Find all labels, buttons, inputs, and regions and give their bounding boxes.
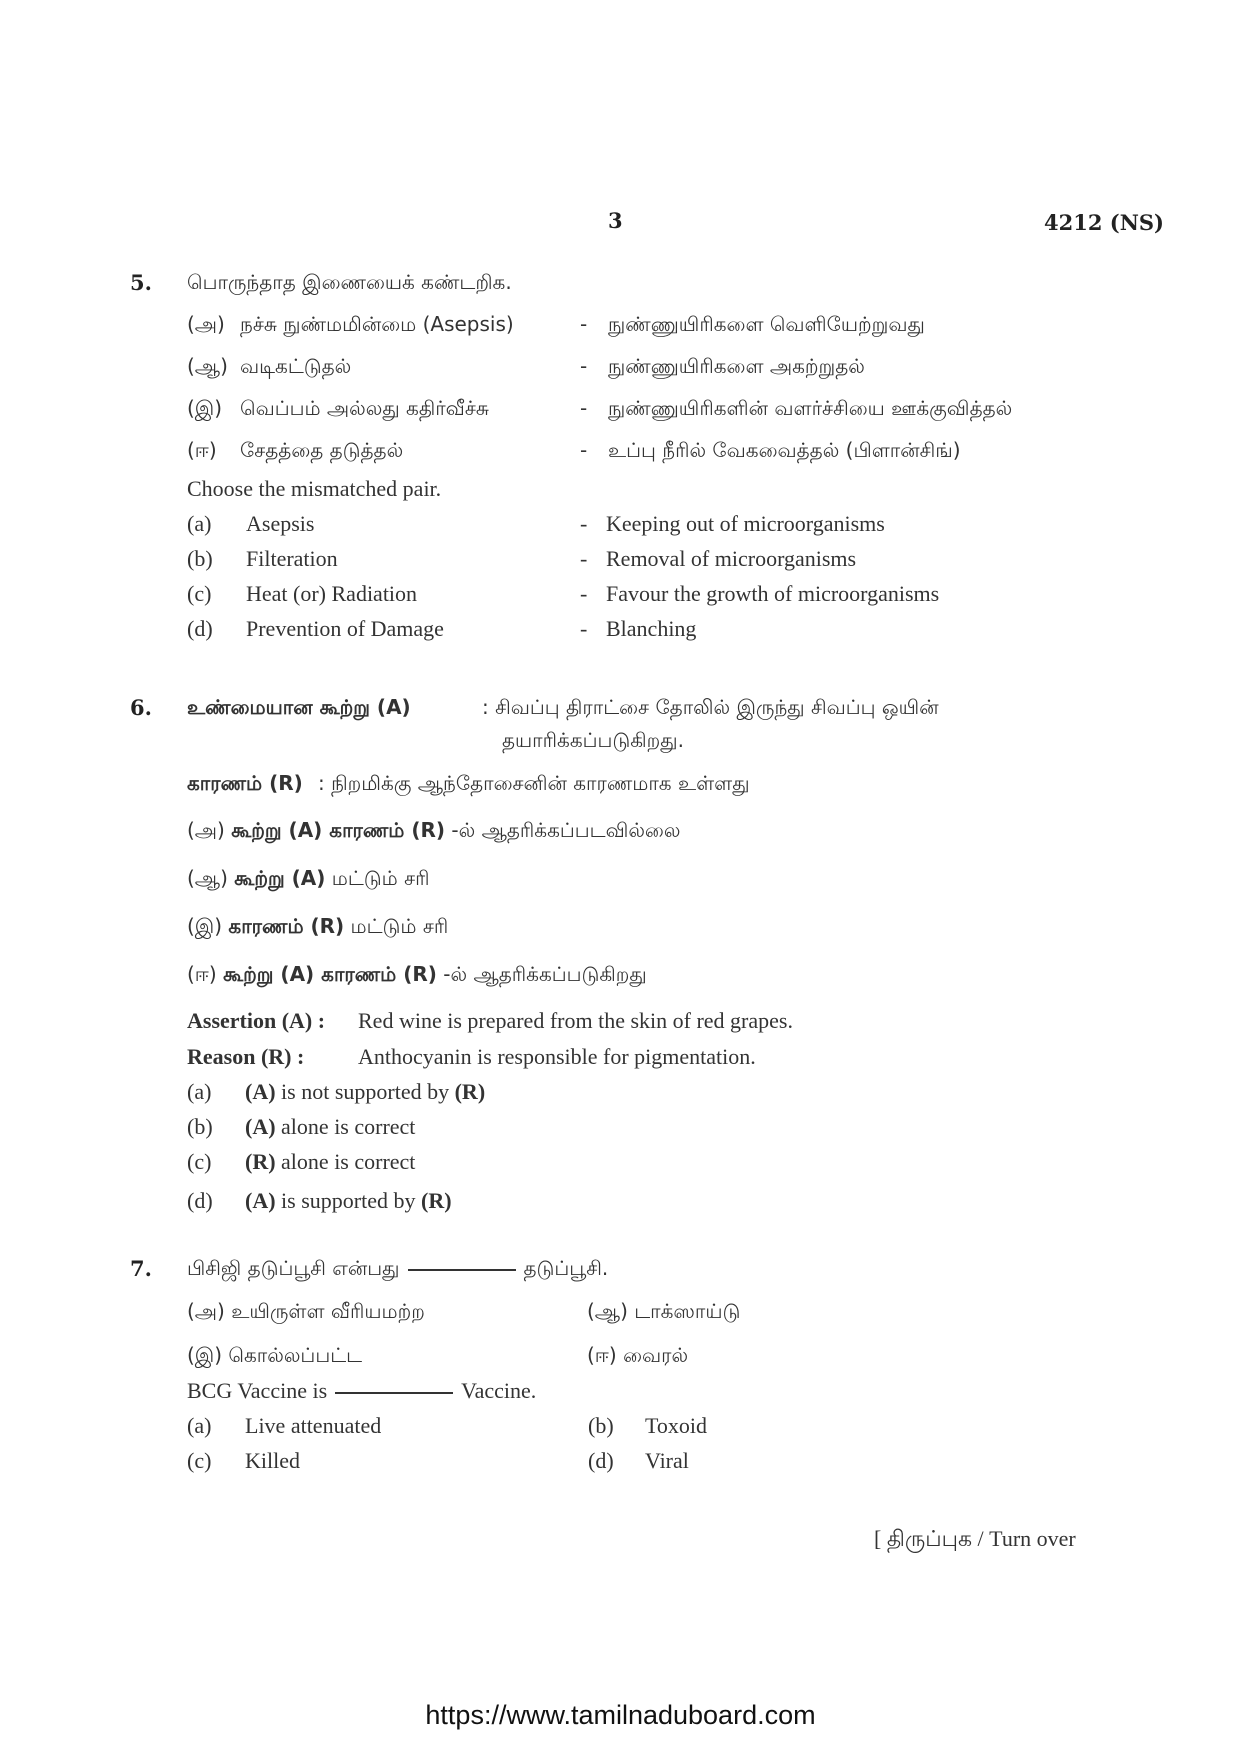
option-ta [587, 1299, 740, 1326]
option-left: Filteration [246, 546, 338, 571]
option-bold: (A) [245, 1079, 276, 1104]
option-rest: -ல் ஆதரிக்கப்படவில்லை [445, 818, 681, 842]
option-left: நச்சு நுண்மமின்மை (Asepsis) [240, 312, 514, 336]
option-ta [187, 914, 448, 941]
option-label: (ஆ) [187, 354, 228, 378]
option-label: (ஈ) [587, 1343, 617, 1367]
question-text-ta: பொருந்தாத இணையைக் கண்டறிக. [187, 270, 512, 294]
option-ta [187, 866, 430, 893]
option-dash: - [580, 616, 588, 641]
option-mid: alone is correct [275, 1149, 416, 1174]
option-mid: alone is correct [275, 1114, 416, 1139]
option-text: உயிருள்ள வீரியமற்ற [231, 1299, 425, 1323]
question-part: BCG Vaccine is [187, 1378, 328, 1403]
option-text [245, 1114, 415, 1140]
option-text: Toxoid [645, 1413, 708, 1438]
fill-blank [335, 1392, 453, 1394]
option-label: (c) [187, 581, 212, 606]
reason-text-ta: : நிறமிக்கு ஆந்தோசைனின் காரணமாக உள்ளது [318, 771, 750, 795]
option-label: (அ) [187, 1299, 225, 1323]
option-label: (d) [187, 616, 213, 641]
option-right: Blanching [606, 616, 697, 641]
option-dash: - [580, 438, 588, 462]
option-dash: - [580, 312, 588, 336]
option-right: Favour the growth of microorganisms [606, 581, 940, 606]
option-label: (c) [187, 1448, 212, 1473]
assertion-text-en: Red wine is prepared from the skin of red grapes. [358, 1008, 793, 1033]
option-label: (ஈ) [187, 438, 217, 462]
option-left: Prevention of Damage [246, 616, 444, 641]
option-rest: -ல் ஆதரிக்கப்படுகிறது [436, 962, 647, 986]
option-mid: is supported by [275, 1188, 421, 1213]
option-right: உப்பு நீரில் வேகவைத்தல் (பிளான்சிங்) [608, 438, 961, 462]
option-ta [187, 1299, 425, 1326]
option-label: (ஈ) [187, 962, 217, 986]
question-text-en [187, 1378, 536, 1404]
reason-label-ta: காரணம் (R) [187, 771, 303, 795]
assertion-text-ta: : சிவப்பு திராட்சை தோலில் இருந்து சிவப்பு ஒயின் [482, 695, 939, 719]
option-dash: - [580, 581, 588, 606]
turn-over-note: [ திருப்புக / Turn over [874, 1526, 1076, 1551]
option-text [245, 1188, 452, 1214]
option-right: நுண்ணுயிரிகளை அகற்றுதல் [608, 354, 865, 378]
option-label: (அ) [187, 312, 225, 336]
option-label: (ஆ) [587, 1299, 628, 1323]
option-bold: கூற்று (A) [234, 866, 326, 890]
question-number: 6. [130, 695, 152, 720]
option-dash: - [580, 354, 588, 378]
option-label: (இ) [187, 1343, 223, 1367]
option-label: (d) [588, 1448, 614, 1473]
option-label: (a) [187, 1079, 212, 1104]
paper-code: 4212 (NS) [1044, 210, 1164, 235]
option-text [245, 1079, 485, 1105]
option-left: Asepsis [246, 511, 315, 536]
reason-label-en: Reason (R) : [187, 1044, 305, 1069]
option-left: வடிகட்டுதல் [240, 354, 352, 378]
option-mid: is not supported by [275, 1079, 455, 1104]
question-part: Vaccine. [461, 1378, 537, 1403]
question-text-en: Choose the mismatched pair. [187, 476, 442, 501]
question-number: 7. [130, 1256, 152, 1281]
option-ta [187, 1343, 362, 1370]
option-label: (a) [187, 511, 212, 536]
option-dash: - [580, 546, 588, 571]
option-bold: கூற்று (A) காரணம் (R) [231, 818, 446, 842]
option-ta [187, 962, 647, 989]
option-bold: (A) [245, 1188, 276, 1213]
assertion-text-ta-cont: தயாரிக்கப்படுகிறது. [502, 728, 684, 752]
question-part: தடுப்பூசி. [523, 1256, 609, 1280]
page-number: 3 [608, 208, 623, 233]
fill-blank [408, 1269, 516, 1271]
option-rest: மட்டும் சரி [325, 866, 430, 890]
option-label: (b) [187, 546, 213, 571]
option-bold: கூற்று (A) காரணம் (R) [223, 962, 437, 986]
option-dash: - [580, 396, 588, 420]
question-part: பிசிஜி தடுப்பூசி என்பது [187, 1256, 400, 1280]
option-left: சேதத்தை தடுத்தல் [240, 438, 404, 462]
option-label: (c) [187, 1149, 212, 1174]
option-bold: (R) [421, 1188, 452, 1213]
option-text: Live attenuated [245, 1413, 382, 1438]
option-label: (a) [187, 1413, 212, 1438]
option-label: (அ) [187, 818, 225, 842]
option-dash: - [580, 511, 588, 536]
option-text: கொல்லப்பட்ட [228, 1343, 363, 1367]
option-bold: (R) [245, 1149, 276, 1174]
option-label: (b) [588, 1413, 614, 1438]
option-left: வெப்பம் அல்லது கதிர்வீச்சு [240, 396, 489, 420]
question-text-ta [187, 1256, 608, 1283]
option-label: (b) [187, 1114, 213, 1139]
option-text: Killed [245, 1448, 300, 1473]
option-bold: (A) [245, 1114, 276, 1139]
option-left: Heat (or) Radiation [246, 581, 418, 606]
option-bold: (R) [454, 1079, 486, 1104]
option-label: (இ) [187, 396, 223, 420]
option-label: (இ) [187, 914, 223, 938]
option-ta [587, 1343, 688, 1370]
assertion-label-ta: உண்மையான கூற்று (A) [187, 695, 411, 719]
option-rest: மட்டும் சரி [344, 914, 449, 938]
option-text: டாக்ஸாய்டு [634, 1299, 741, 1323]
option-label: (ஆ) [187, 866, 228, 890]
option-text [245, 1149, 415, 1175]
option-right: நுண்ணுயிரிகளின் வளர்ச்சியை ஊக்குவித்தல் [608, 396, 1013, 420]
option-right: Keeping out of microorganisms [606, 511, 885, 536]
option-text: வைரல் [623, 1343, 689, 1367]
question-number: 5. [130, 270, 152, 295]
option-label: (d) [187, 1188, 213, 1213]
option-ta [187, 818, 680, 845]
option-text: Viral [645, 1448, 689, 1473]
assertion-label-en: Assertion (A) : [187, 1008, 326, 1033]
option-bold: காரணம் (R) [228, 914, 345, 938]
option-right: Removal of microorganisms [606, 546, 857, 571]
reason-text-en: Anthocyanin is responsible for pigmentation. [358, 1044, 756, 1069]
option-right: நுண்ணுயிரிகளை வெளியேற்றுவது [608, 312, 925, 336]
footer-url[interactable]: https://www.tamilnaduboard.com [425, 1700, 816, 1730]
